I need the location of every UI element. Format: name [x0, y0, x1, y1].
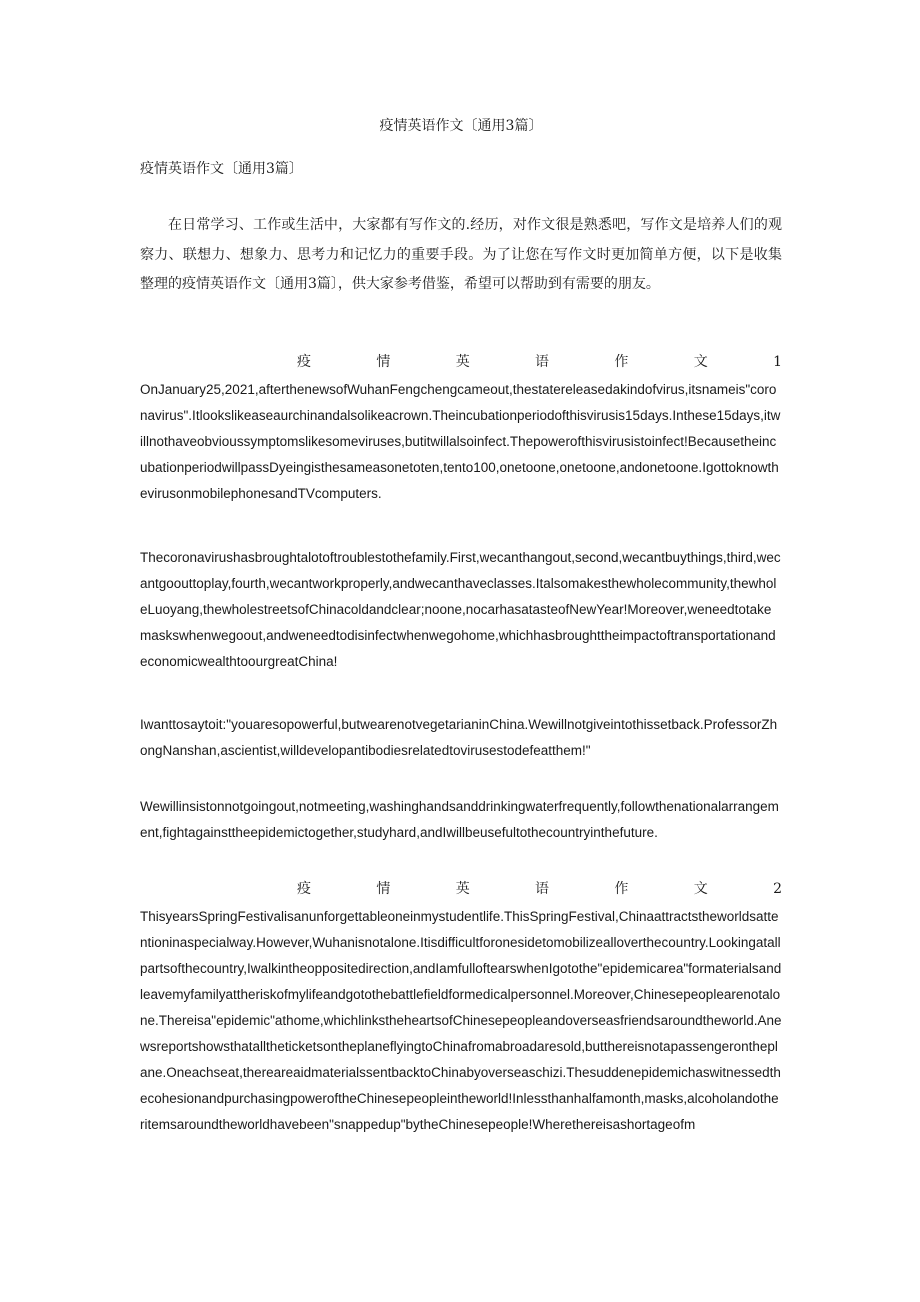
heading-char: 情: [376, 354, 391, 370]
essay-1-heading: [140, 352, 782, 372]
heading-char: 文: [693, 354, 708, 370]
essay-1-paragraph-2: Thecoronavirushasbroughtalotoftroublestothefamily.First,wecanthangout,second,wecantbuythings,third,wecantgoouttoplay,fourth,wecantworkproperly,andwecanthaveclasses.Italsomakesthewholecommunity,thewholeLuoyang,thewholestreetsofChinacoldandclear;noone,nocarhasatasteofNewYear!Moreover,weneedtotakemaskswhenwegoout,andweneedtodisinfectwhenwegohome,whichhasbroughttheimpactoftransportationandeconomicwealthtoourgreatChina!: [140, 550, 781, 669]
essay-1-paragraph-1: OnJanuary25,2021,afterthenewsofWuhanFengchengcameout,thestatereleasedakindofvirus,itsnameis"coronavirus".Itlookslikeaseaurchinandalsolikeacrown.Theincubationperiodofthisvirusis15days.Inthese15days,itwillnothaveobvioussymptomslikesomeviruses,butitwillalsoinfect.Thepowerofthisvirusistoinfect!BecausetheincubationperiodwillpassDyeingisthesameasonetoten,tento100,onetoone,onetoone,andonetoone.IgottoknowthevirusonmobilephonesandTVcomputers.: [140, 382, 781, 501]
essay-1-paragraph-3: Iwanttosaytoit:"youaresopowerful,butwearenotvegetarianinChina.Wewillnotgiveintothissetback.ProfessorZhongNanshan,ascientist,willdevelopantibodiesrelatedtovirusestodefeatthem!": [140, 717, 778, 758]
document-title: 疫情英语作文〔通用3篇〕: [379, 118, 543, 134]
heading-char: 情: [376, 881, 391, 897]
document-subtitle: 疫情英语作文〔通用3篇〕: [140, 161, 303, 177]
essay-2-heading: [140, 879, 782, 899]
heading-char: 语: [535, 354, 550, 370]
essay-2-paragraph-1: ThisyearsSpringFestivalisanunforgettableoneinmystudentlife.ThisSpringFestival,Chinaattractstheworldsattentioninaspecialway.However,Wuhanisnotalone.Itisdifficultforonesidetomobilizealloverthecountry.Lookingatallpartsofthecountry,Iwalkintheoppositedirection,andIamfulloftearswhenIgotothe"epidemicarea"formaterialsandleavemyfamilyattheriskofmylifeandgotothebattlefieldformedicalpersonnel.Moreover,Chinesepeoplearenotalone.Thereisa"epidemic"athome,whichlinkstheheartsofChinesepeopleandoverseasfriendsaroundtheworld.AnewsreportshowsthatalltheticketsontheplaneflyingtoChinafromabroadaresold,butthereisnotapassengerontheplane.Oneachseat,thereareaidmaterialssentbacktoChinabyoverseaschizi.ThesuddenepidemichaswitnessedthecohesionandpurchasingpoweroftheChinesepeopleintheworld!Inlessthanhalfamonth,masks,alcoholandotheritemsaroundtheworldhavebeen"snappedup"bytheChinesepeople!Wherethereisashortageofm: [140, 909, 782, 1132]
heading-number: 2: [773, 881, 782, 897]
heading-char: 作: [614, 881, 629, 897]
heading-char: 作: [614, 354, 629, 370]
heading-char: 疫: [297, 354, 311, 370]
heading-char: 文: [693, 881, 708, 897]
heading-char: 英: [455, 881, 470, 897]
essay-1-paragraph-4: Wewillinsistonnotgoingout,notmeeting,washinghandsanddrinkingwaterfrequently,followthenationalarrangement,fightagainsttheepidemictogether,studyhard,andIwillbeusefultothecountryinthefuture.: [140, 799, 779, 840]
document-page: [140, 0, 782, 1302]
heading-char: 疫: [297, 881, 311, 897]
heading-char: 英: [455, 354, 470, 370]
intro-paragraph: 在日常学习、工作或生活中，大家都有写作文的.经历，对作文很是熟悉吧，写作文是培养人们的观察力、联想力、想象力、思考力和记忆力的重要手段。为了让您在写作文时更加简单方便，以下是收集整理的疫情英语作文〔通用3篇〕，供大家参考借鉴，希望可以帮助到有需要的朋友。: [140, 217, 782, 292]
heading-char: 语: [535, 881, 550, 897]
heading-number: 1: [773, 354, 782, 370]
